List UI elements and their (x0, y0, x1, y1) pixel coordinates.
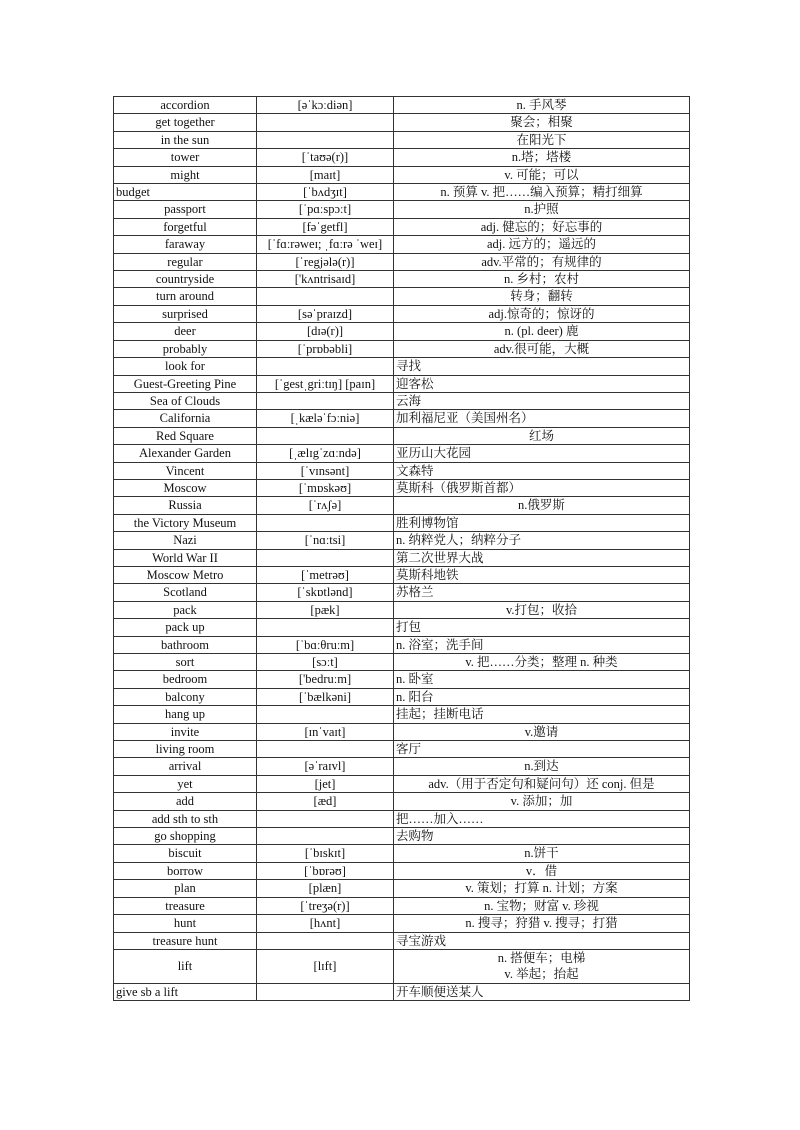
phonetic-cell (257, 288, 394, 305)
definition-line: 把……加入…… (396, 811, 484, 826)
table-row (114, 566, 690, 583)
word-cell: treasure (114, 897, 257, 914)
vocabulary-table (113, 96, 690, 1001)
table-row (114, 288, 690, 305)
table-row (114, 445, 690, 462)
phonetic-cell: [ˈbʌdʒɪt] (257, 184, 394, 201)
definition-cell (394, 131, 690, 148)
phonetic-cell (257, 114, 394, 131)
table-row (114, 983, 690, 1000)
definition-line: n. (pl. deer) 鹿 (504, 324, 579, 339)
definition-line: n. 搭便车；电梯 (497, 950, 586, 965)
definition-cell (394, 445, 690, 462)
definition-line: 苏格兰 (396, 585, 434, 600)
table-row (114, 654, 690, 671)
definition-cell (394, 619, 690, 636)
definition-line: adv.平常的；有规律的 (481, 254, 602, 269)
definition-line: n.塔；塔楼 (511, 150, 572, 165)
word-cell: Moscow Metro (114, 566, 257, 583)
definition-cell (394, 184, 690, 201)
word-cell: Moscow (114, 479, 257, 496)
word-cell: bathroom (114, 636, 257, 653)
definition-line: 文森特 (396, 463, 434, 478)
word-cell: Scotland (114, 584, 257, 601)
word-cell: tower (114, 149, 257, 166)
definition-cell (394, 845, 690, 862)
word-cell: California (114, 410, 257, 427)
table-row (114, 305, 690, 322)
table-row (114, 462, 690, 479)
word-cell: regular (114, 253, 257, 270)
phonetic-cell: [ˈmetrəʊ] (257, 566, 394, 583)
word-cell: pack (114, 601, 257, 618)
word-cell: get together (114, 114, 257, 131)
table-row (114, 706, 690, 723)
word-cell: give sb a lift (114, 983, 257, 1000)
table-row (114, 236, 690, 253)
phonetic-cell: [ˈmɒskəʊ] (257, 479, 394, 496)
definition-line: 云海 (396, 393, 422, 408)
phonetic-cell (257, 427, 394, 444)
definition-line: n. 乡村；农村 (503, 272, 579, 287)
phonetic-cell: [ˈfɑːrəweɪ; ˌfɑːrə ˈweɪ] (257, 236, 394, 253)
table-row (114, 810, 690, 827)
definition-cell (394, 932, 690, 949)
phonetic-cell: [ˈvɪnsənt] (257, 462, 394, 479)
table-row (114, 532, 690, 549)
word-cell: living room (114, 741, 257, 758)
phonetic-cell: [ˈtaʊə(r)] (257, 149, 394, 166)
definition-line: n. 阳台 (396, 689, 434, 704)
phonetic-cell (257, 741, 394, 758)
definition-line: 客厅 (396, 742, 422, 757)
definition-cell (394, 636, 690, 653)
word-cell: plan (114, 880, 257, 897)
table-row (114, 323, 690, 340)
definition-cell (394, 706, 690, 723)
phonetic-cell: [ˈregjələ(r)] (257, 253, 394, 270)
word-cell: hunt (114, 915, 257, 932)
table-row (114, 97, 690, 114)
word-cell: Red Square (114, 427, 257, 444)
definition-line: n. 浴室；洗手间 (396, 637, 484, 652)
definition-line: 红场 (528, 428, 554, 443)
definition-cell (394, 410, 690, 427)
word-cell: deer (114, 323, 257, 340)
phonetic-cell (257, 619, 394, 636)
definition-line: v. 举起；抬起 (504, 967, 579, 982)
definition-cell (394, 427, 690, 444)
phonetic-cell: [ˈbɑːθruːm] (257, 636, 394, 653)
table-row (114, 915, 690, 932)
definition-cell (394, 566, 690, 583)
definition-line: adj. 健忘的；好忘事的 (480, 219, 603, 234)
definition-cell (394, 271, 690, 288)
word-cell: borrow (114, 862, 257, 879)
definition-line: 寻找 (396, 359, 422, 374)
definition-cell (394, 983, 690, 1000)
definition-cell (394, 549, 690, 566)
table-row (114, 201, 690, 218)
definition-line: v. 添加；加 (510, 794, 573, 809)
table-row (114, 497, 690, 514)
definition-cell (394, 166, 690, 183)
word-cell: turn around (114, 288, 257, 305)
word-cell: Russia (114, 497, 257, 514)
table-row (114, 549, 690, 566)
table-row (114, 793, 690, 810)
table-row (114, 166, 690, 183)
phonetic-cell: [jet] (257, 775, 394, 792)
definition-line: n. 预算 v. 把……编入预算；精打细算 (440, 185, 643, 200)
table-row (114, 410, 690, 427)
table-row (114, 880, 690, 897)
phonetic-cell: [əˈkɔːdiən] (257, 97, 394, 114)
definition-cell (394, 114, 690, 131)
definition-line: 开车顺便送某人 (396, 984, 484, 999)
definition-line: n.护照 (524, 202, 559, 217)
definition-cell (394, 236, 690, 253)
phonetic-cell (257, 706, 394, 723)
table-row (114, 218, 690, 235)
word-cell: add sth to sth (114, 810, 257, 827)
phonetic-cell: [əˈraɪvl] (257, 758, 394, 775)
word-cell: in the sun (114, 131, 257, 148)
definition-line: 莫斯科（俄罗斯首都） (396, 480, 522, 495)
definition-line: adj. 远方的；遥远的 (486, 237, 597, 252)
definition-line: 打包 (396, 620, 422, 635)
table-row (114, 114, 690, 131)
definition-cell (394, 688, 690, 705)
definition-cell (394, 358, 690, 375)
table-row (114, 758, 690, 775)
definition-line: 亚历山大花园 (396, 446, 472, 461)
phonetic-cell: ['kʌntrisaɪd] (257, 271, 394, 288)
table-row (114, 828, 690, 845)
phonetic-cell (257, 828, 394, 845)
definition-line: 在阳光下 (516, 132, 567, 147)
definition-line: 转身；翻转 (510, 289, 573, 304)
phonetic-cell: [səˈpraɪzd] (257, 305, 394, 322)
table-row (114, 741, 690, 758)
phonetic-cell: [ˈbɪskɪt] (257, 845, 394, 862)
phonetic-cell (257, 358, 394, 375)
definition-cell (394, 654, 690, 671)
phonetic-cell: [ˈgestˌgriːtɪŋ] [paɪn] (257, 375, 394, 392)
phonetic-cell: [hʌnt] (257, 915, 394, 932)
phonetic-cell: [maɪt] (257, 166, 394, 183)
word-cell: invite (114, 723, 257, 740)
definition-line: 迎客松 (396, 376, 434, 391)
word-cell: the Victory Museum (114, 514, 257, 531)
word-cell: passport (114, 201, 257, 218)
word-cell: countryside (114, 271, 257, 288)
definition-cell (394, 723, 690, 740)
phonetic-cell (257, 514, 394, 531)
table-row (114, 671, 690, 688)
definition-cell (394, 479, 690, 496)
definition-line: n.俄罗斯 (518, 498, 565, 513)
phonetic-cell (257, 983, 394, 1000)
table-row (114, 584, 690, 601)
vocabulary-table-body (114, 97, 690, 1001)
definition-line: n.到达 (524, 759, 559, 774)
table-row (114, 479, 690, 496)
word-cell: pack up (114, 619, 257, 636)
definition-line: n.饼干 (524, 846, 559, 861)
definition-cell (394, 828, 690, 845)
table-row (114, 932, 690, 949)
word-cell: Alexander Garden (114, 445, 257, 462)
word-cell: surprised (114, 305, 257, 322)
table-row (114, 514, 690, 531)
phonetic-cell (257, 131, 394, 148)
definition-cell (394, 949, 690, 983)
definition-cell (394, 915, 690, 932)
definition-line: n. 搜寻；狩猎 v. 搜寻；打猎 (465, 916, 618, 931)
phonetic-cell: [ˈnɑːtsi] (257, 532, 394, 549)
word-cell: treasure hunt (114, 932, 257, 949)
word-cell: sort (114, 654, 257, 671)
phonetic-cell: [plæn] (257, 880, 394, 897)
phonetic-cell: [dɪə(r)] (257, 323, 394, 340)
table-row (114, 949, 690, 983)
definition-cell (394, 323, 690, 340)
definition-cell (394, 514, 690, 531)
word-cell: Guest-Greeting Pine (114, 375, 257, 392)
definition-line: n. 卧室 (396, 672, 434, 687)
definition-cell (394, 149, 690, 166)
definition-cell (394, 758, 690, 775)
phonetic-cell: [ˈskɒtlənd] (257, 584, 394, 601)
phonetic-cell (257, 932, 394, 949)
table-row (114, 149, 690, 166)
phonetic-cell: [sɔːt] (257, 654, 394, 671)
phonetic-cell: [lɪft] (257, 949, 394, 983)
definition-line: n. 手风琴 (516, 98, 567, 112)
word-cell: forgetful (114, 218, 257, 235)
definition-cell (394, 462, 690, 479)
table-row (114, 427, 690, 444)
definition-cell (394, 392, 690, 409)
word-cell: probably (114, 340, 257, 357)
table-row (114, 862, 690, 879)
definition-cell (394, 775, 690, 792)
phonetic-cell: [pæk] (257, 601, 394, 618)
definition-cell (394, 793, 690, 810)
word-cell: Nazi (114, 532, 257, 549)
phonetic-cell (257, 549, 394, 566)
word-cell: yet (114, 775, 257, 792)
definition-cell (394, 340, 690, 357)
table-row (114, 636, 690, 653)
definition-line: 挂起；挂断电话 (396, 707, 484, 722)
phonetic-cell: [ˌkæləˈfɔːniə] (257, 410, 394, 427)
definition-line: adv.（用于否定句和疑问句）还 conj. 但是 (428, 776, 655, 791)
definition-cell (394, 897, 690, 914)
definition-cell (394, 288, 690, 305)
table-row (114, 340, 690, 357)
word-cell: arrival (114, 758, 257, 775)
table-row (114, 775, 690, 792)
table-row (114, 131, 690, 148)
table-row (114, 271, 690, 288)
definition-cell (394, 497, 690, 514)
phonetic-cell: [ˈbælkəni] (257, 688, 394, 705)
word-cell: biscuit (114, 845, 257, 862)
definition-cell (394, 305, 690, 322)
phonetic-cell (257, 810, 394, 827)
word-cell: lift (114, 949, 257, 983)
word-cell: balcony (114, 688, 257, 705)
table-row (114, 688, 690, 705)
phonetic-cell: [ˈpɑːspɔːt] (257, 201, 394, 218)
table-row (114, 601, 690, 618)
definition-cell (394, 97, 690, 114)
definition-line: 去购物 (396, 829, 434, 844)
word-cell: World War II (114, 549, 257, 566)
word-cell: Vincent (114, 462, 257, 479)
definition-line: n. 宝物；财富 v. 珍视 (484, 898, 599, 913)
definition-line: v．借 (525, 863, 558, 878)
definition-line: 第二次世界大战 (396, 550, 484, 565)
phonetic-cell: [ˈrʌʃə] (257, 497, 394, 514)
table-row (114, 253, 690, 270)
phonetic-cell: [ˌælɪgˈzɑːndə] (257, 445, 394, 462)
word-cell: add (114, 793, 257, 810)
table-row (114, 358, 690, 375)
definition-cell (394, 201, 690, 218)
word-cell: go shopping (114, 828, 257, 845)
phonetic-cell: [ˈtreʒə(r)] (257, 897, 394, 914)
definition-cell (394, 741, 690, 758)
phonetic-cell: [æd] (257, 793, 394, 810)
definition-cell (394, 584, 690, 601)
phonetic-cell: [ˈbɒrəʊ] (257, 862, 394, 879)
definition-line: v. 策划；打算 n. 计划；方案 (465, 881, 618, 896)
definition-line: v. 可能；可以 (504, 167, 579, 182)
definition-cell (394, 601, 690, 618)
definition-cell (394, 880, 690, 897)
table-row (114, 184, 690, 201)
table-row (114, 897, 690, 914)
definition-line: 寻宝游戏 (396, 933, 447, 948)
word-cell: bedroom (114, 671, 257, 688)
word-cell: Sea of Clouds (114, 392, 257, 409)
definition-line: n. 纳粹党人；纳粹分子 (396, 533, 522, 548)
definition-cell (394, 862, 690, 879)
table-row (114, 392, 690, 409)
definition-cell (394, 218, 690, 235)
definition-line: 加利福尼亚（美国州名） (396, 411, 534, 426)
definition-line: v.打包；收拾 (505, 602, 578, 617)
table-row (114, 375, 690, 392)
phonetic-cell: [ˈprɒbəbli] (257, 340, 394, 357)
definition-cell (394, 671, 690, 688)
definition-line: 聚会；相聚 (510, 115, 573, 130)
table-row (114, 723, 690, 740)
word-cell: might (114, 166, 257, 183)
table-row (114, 619, 690, 636)
definition-line: 莫斯科地铁 (396, 567, 459, 582)
definition-cell (394, 532, 690, 549)
definition-cell (394, 253, 690, 270)
definition-line: adv.很可能，大概 (493, 341, 590, 356)
word-cell: accordion (114, 97, 257, 114)
definition-line: v. 把……分类；整理 n. 种类 (465, 655, 618, 669)
phonetic-cell: ['bedruːm] (257, 671, 394, 688)
word-cell: look for (114, 358, 257, 375)
definition-cell (394, 810, 690, 827)
definition-cell (394, 375, 690, 392)
definition-line: 胜利博物馆 (396, 515, 459, 530)
word-cell: hang up (114, 706, 257, 723)
phonetic-cell: [fəˈgetfl] (257, 218, 394, 235)
definition-line: adj.惊奇的；惊讶的 (488, 306, 595, 321)
phonetic-cell: [ɪnˈvaɪt] (257, 723, 394, 740)
table-row (114, 845, 690, 862)
word-cell: budget (114, 184, 257, 201)
definition-line: v.邀请 (524, 724, 559, 739)
word-cell: faraway (114, 236, 257, 253)
phonetic-cell (257, 392, 394, 409)
